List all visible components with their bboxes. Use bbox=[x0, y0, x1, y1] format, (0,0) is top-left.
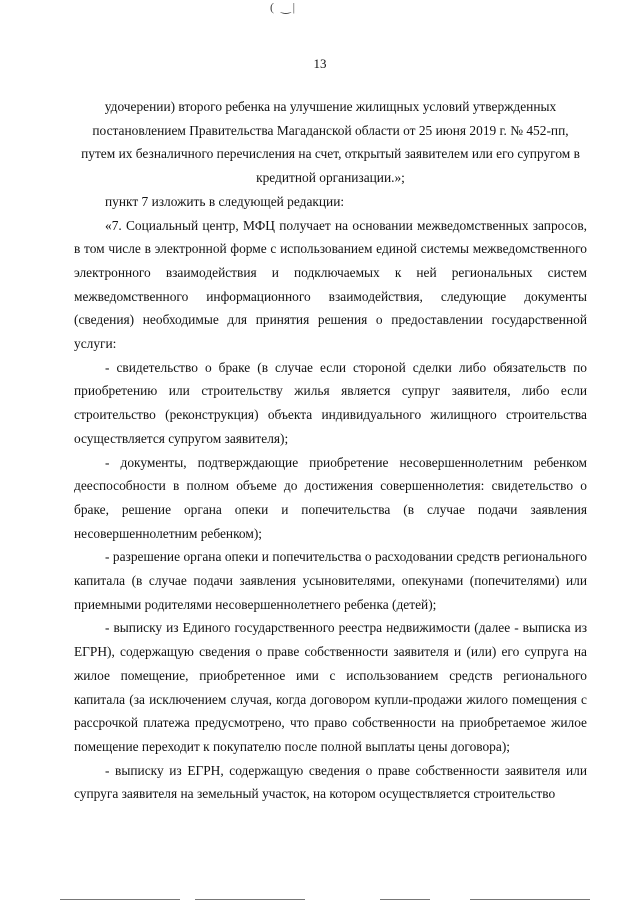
list-item-guardianship-permission: - разрешение органа опеки и попечительства о расходовании средств регионального капитала (в случае подачи заявления усыновителями, опекунами (попечителями) или приемными родителями несовершеннолетнего ребенка (детей); bbox=[74, 549, 587, 612]
page-number: 13 bbox=[313, 56, 327, 71]
list-item-egrn-land-extract: - выписку из ЕГРН, содержащую сведения о праве собственности заявителя или супруга заявителя на земельный участок, на котором осуществляется строительство bbox=[74, 762, 587, 802]
list-item-legal-capacity-documents: - документы, подтверждающие приобретение несовершеннолетним ребенком дееспособности в полном объеме до достижения совершеннолетия: свидетельство о браке, решение органа опеки и попечительства (в случае подачи заявления несовершеннолетним ребенком); bbox=[74, 454, 587, 541]
paragraph-amendment-instruction: пункт 7 изложить в следующей редакции: bbox=[105, 193, 345, 209]
paragraph-clause-7: «7. Социальный центр, МФЦ получает на основании межведомственных запросов, в том числе в электронной форме с использованием единой системы межведомственного электронного взаимодействия и подключаемых к ней региональных систем межведомственного информационного взаимодействия, следующие документы (сведения) необходимые для принятия решения о предоставлении государственной услуги: bbox=[74, 217, 587, 352]
document-body bbox=[74, 95, 587, 806]
list-item-marriage-certificate: - свидетельство о браке (в случае если стороной сделки либо обязательств по приобретению или строительству жилья является супруг заявителя, либо если строительство (реконструкция) объекта индивидуального жилищного строительства осуществляется супругом заявителя); bbox=[74, 359, 587, 446]
scan-bottom-border bbox=[0, 899, 640, 901]
paragraph-continuation: удочерении) второго ребенка на улучшение жилищных условий утвержденных постановлением Правительства Магаданской области от 25 июня 2019 г. № 452-пп, путем их безналичного перечисления на счет, открытый заявителем или его супругом в кредитной организации.»; bbox=[81, 99, 580, 186]
scan-top-marks: ( ‿| bbox=[270, 0, 298, 14]
list-item-egrn-dwelling-extract: - выписку из Единого государственного реестра недвижимости (далее - выписка из ЕГРН), содержащую сведения о праве собственности заявителя и (или) его супруга на жилое помещение, приобретенное ими с использованием средств регионального капитала (за исключением случая, когда договором купли-продажи жилого помещения с рассрочкой платежа предусмотрено, что право собственности на приобретаемое жилое помещение переходит к покупателю после полной выплаты цены договора); bbox=[74, 620, 587, 754]
